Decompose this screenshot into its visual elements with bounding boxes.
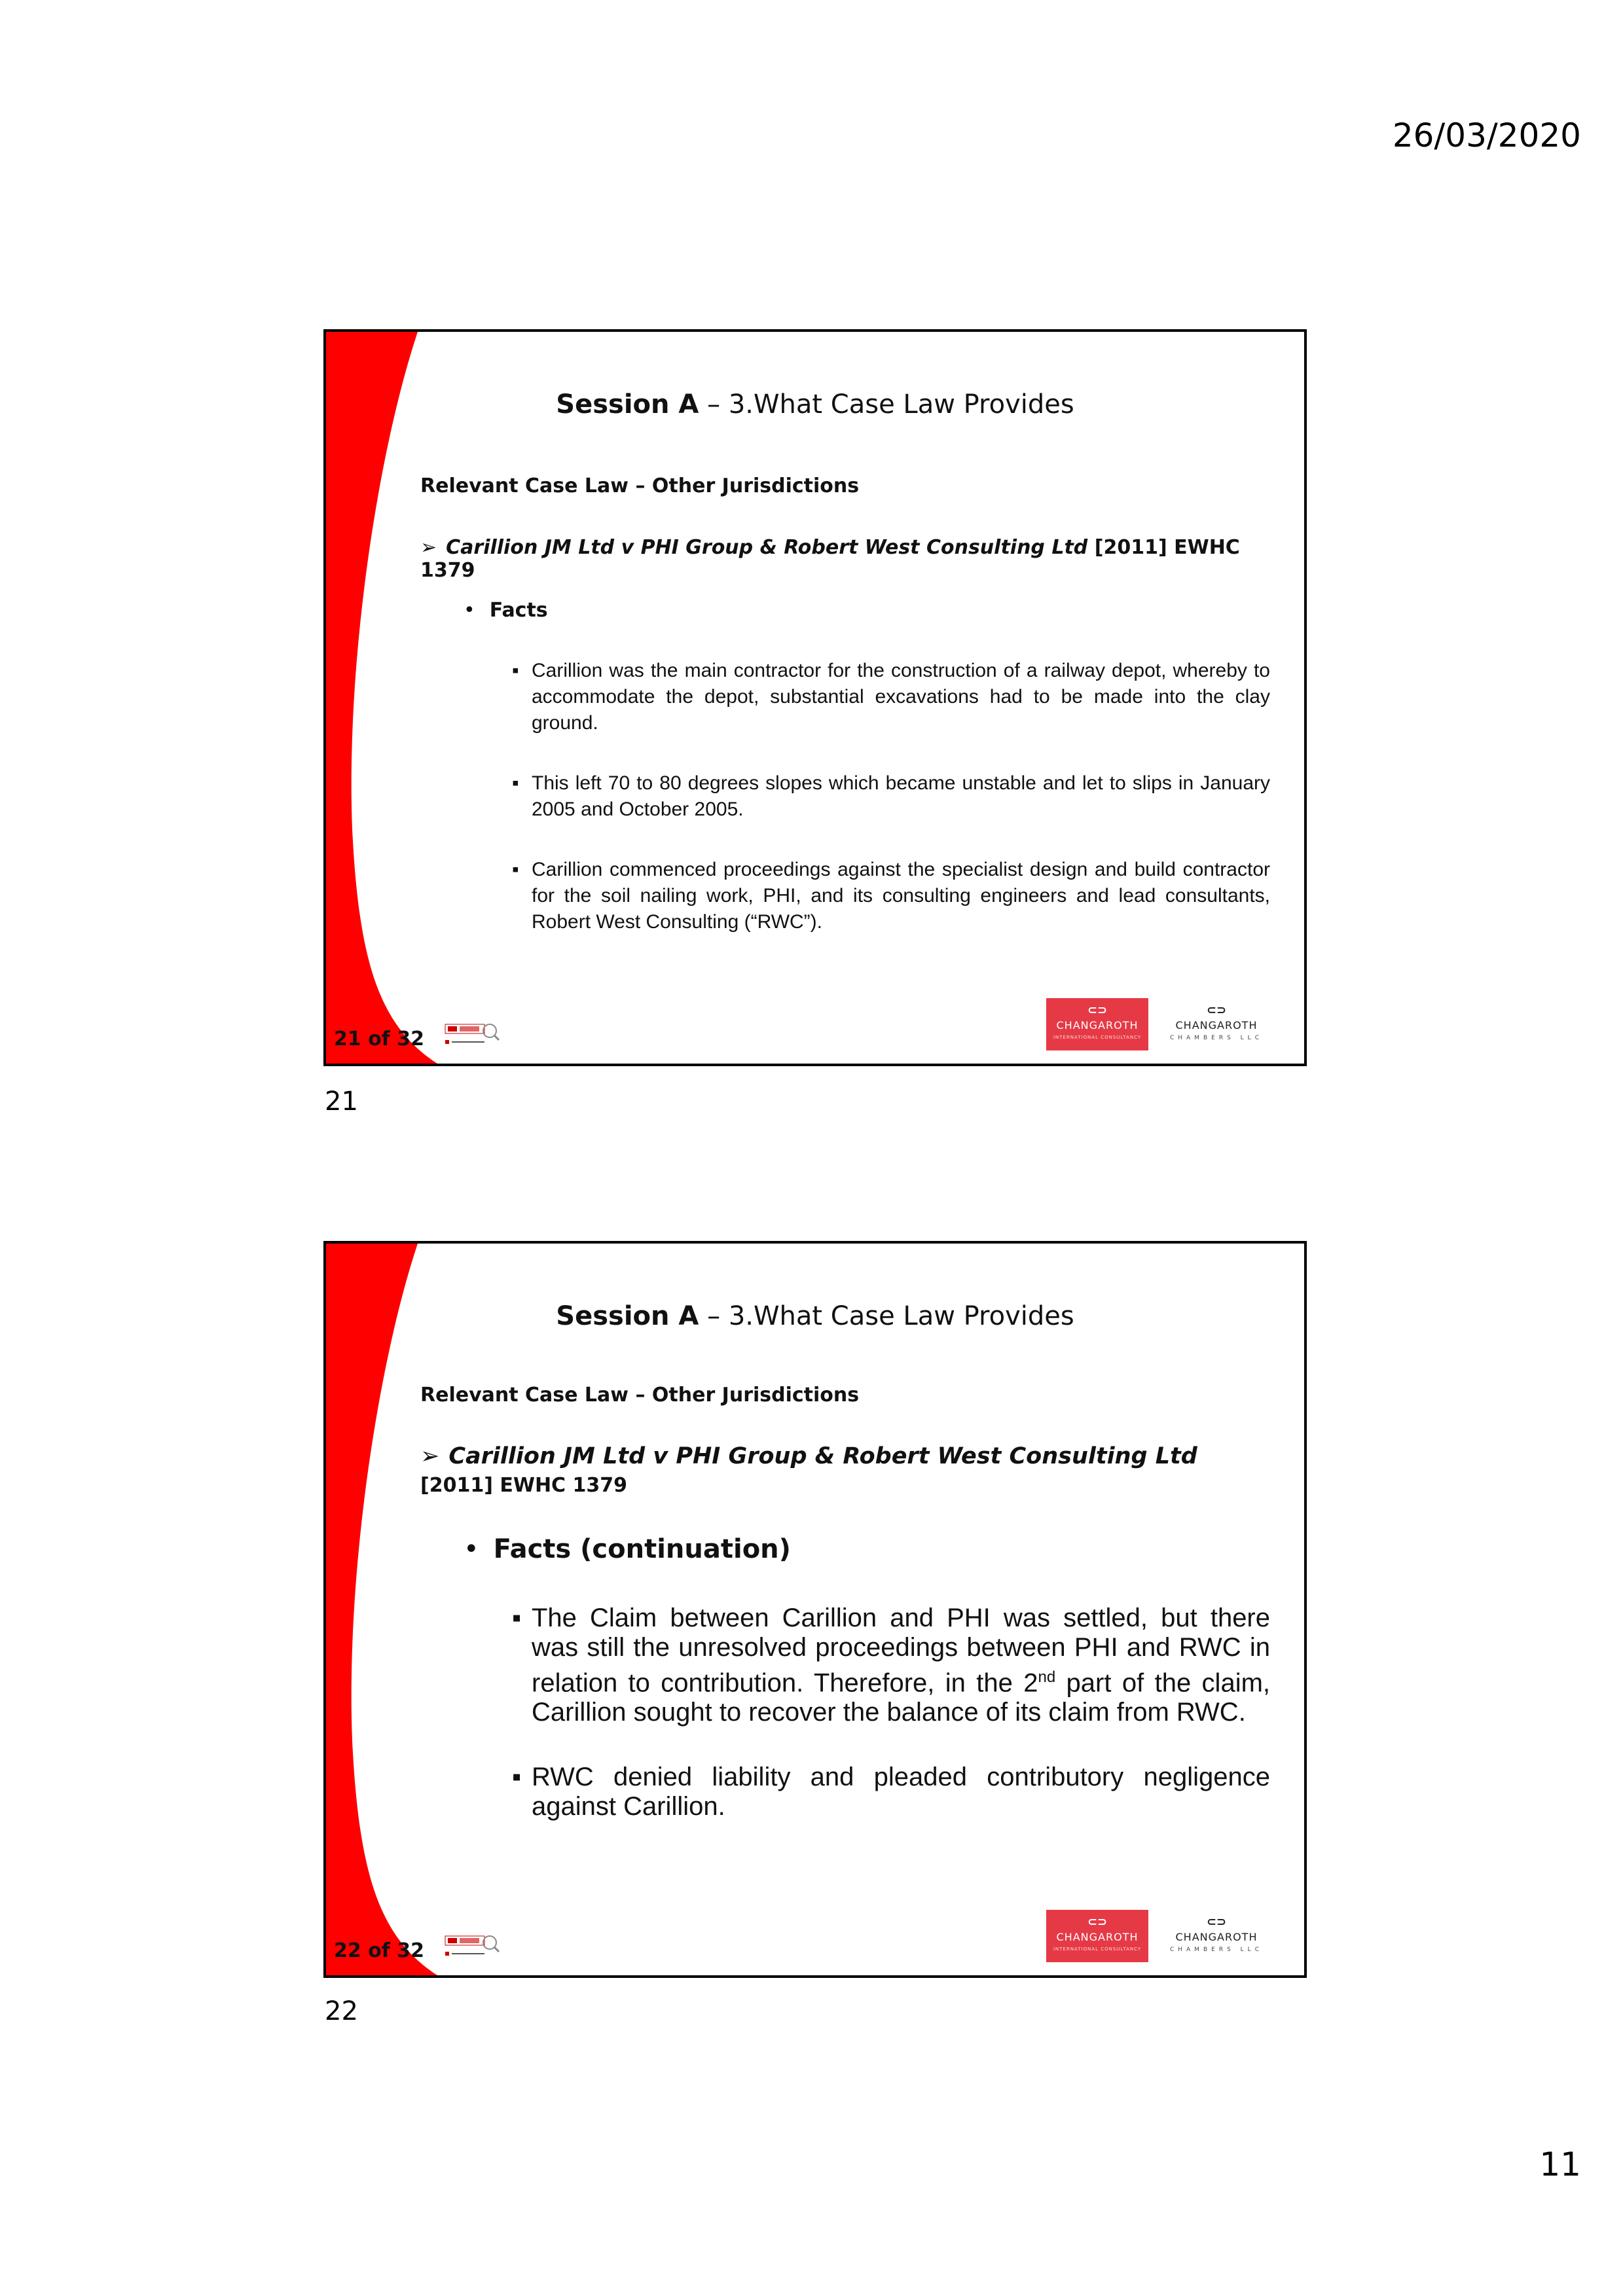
slide-title xyxy=(326,1301,1304,1331)
slide-title-rest: – 3.What Case Law Provides xyxy=(699,389,1074,420)
list-item: ▪ Carillion was the main contractor for the construction of a railway depot, whereby to accommodate the depot, substantial excavations had to be made into the clay ground. xyxy=(512,658,1270,736)
logo-subtitle: INTERNATIONAL CONSULTANCY xyxy=(1053,1946,1142,1952)
section-heading: Relevant Case Law – Other Jurisdictions xyxy=(420,1384,860,1407)
case-reference xyxy=(420,536,1271,582)
list-item-superscript: nd xyxy=(1038,1668,1056,1686)
changaroth-consultancy-logo xyxy=(1046,1910,1148,1962)
changaroth-mark-icon: ⊂⊃ xyxy=(1206,1003,1227,1017)
logo-subtitle: CHAMBERS LLC xyxy=(1170,1946,1263,1953)
case-reference xyxy=(420,1441,1271,1471)
changaroth-consultancy-logo xyxy=(1046,998,1148,1050)
logo-name: CHANGAROTH xyxy=(1175,1931,1258,1943)
slide-counter: 21 of 32 xyxy=(334,1028,425,1050)
small-logo xyxy=(444,1020,500,1049)
case-citation: [2011] EWHC 1379 xyxy=(420,536,1240,582)
facts-heading xyxy=(464,599,548,622)
facts-list xyxy=(512,1604,1270,1821)
arrow-bullet-icon: ➢ xyxy=(420,536,437,559)
facts-heading xyxy=(464,1534,791,1564)
case-name: Carillion JM Ltd v PHI Group & Robert West Consulting Ltd xyxy=(446,536,1088,559)
slide-title-bold: Session A xyxy=(556,1301,699,1331)
list-item: ▪ This left 70 to 80 degrees slopes which became unstable and let to slips in January 2005 and October 2005. xyxy=(512,770,1270,823)
slide-counter: 22 of 32 xyxy=(334,1939,425,1962)
changaroth-mark-icon: ⊂⊃ xyxy=(1087,1915,1108,1929)
arrow-bullet-icon: ➢ xyxy=(420,1443,440,1469)
slide-title-bold: Session A xyxy=(556,389,699,420)
facts-list xyxy=(512,658,1270,935)
logo-subtitle: CHAMBERS LLC xyxy=(1170,1035,1263,1041)
changaroth-chambers-logo xyxy=(1165,1910,1267,1962)
section-heading: Relevant Case Law – Other Jurisdictions xyxy=(420,475,860,497)
facts-label: Facts xyxy=(489,599,548,622)
small-logo xyxy=(444,1932,500,1961)
dot-bullet-icon: • xyxy=(464,1534,479,1564)
slide-number-label: 21 xyxy=(325,1086,358,1117)
logo-name: CHANGAROTH xyxy=(1056,1019,1139,1031)
list-item-text: The Claim between Carillion and PHI was settled, but there was still the unresolved proceedings between PHI and RWC in relation to contribution. Therefore, in the 2 xyxy=(532,1604,1270,1698)
case-citation-line xyxy=(420,1474,1271,1497)
list-item: ▪ Carillion commenced proceedings against the specialist design and build contractor for the soil nailing work, PHI, and its consulting engineers and lead consultants, Robert West Consulting (“RWC”). xyxy=(512,857,1270,935)
page-date: 26/03/2020 xyxy=(1392,117,1581,154)
changaroth-chambers-logo xyxy=(1165,998,1267,1050)
list-item xyxy=(512,1604,1270,1727)
slide-21 xyxy=(323,329,1307,1066)
case-citation: [2011] EWHC 1379 xyxy=(420,1474,628,1497)
case-name: Carillion JM Ltd v PHI Group & Robert West Consulting Ltd xyxy=(448,1443,1197,1469)
slide-title-rest: – 3.What Case Law Provides xyxy=(699,1301,1074,1331)
logo-name: CHANGAROTH xyxy=(1056,1931,1139,1943)
page-number: 11 xyxy=(1539,2145,1581,2183)
logo-subtitle: INTERNATIONAL CONSULTANCY xyxy=(1053,1035,1142,1040)
logo-name: CHANGAROTH xyxy=(1175,1019,1258,1031)
changaroth-mark-icon: ⊂⊃ xyxy=(1206,1915,1227,1929)
slide-number-label: 22 xyxy=(325,1996,358,2026)
list-item-text-cont: part of the claim, Carillion sought to recover the balance of its claim from RWC. xyxy=(532,1668,1271,1727)
changaroth-mark-icon: ⊂⊃ xyxy=(1087,1003,1108,1017)
dot-bullet-icon: • xyxy=(464,599,475,622)
list-item: ▪ RWC denied liability and pleaded contributory negligence against Carillion. xyxy=(512,1763,1270,1821)
slide-22 xyxy=(323,1241,1307,1978)
facts-label: Facts (continuation) xyxy=(493,1534,791,1564)
slide-title xyxy=(326,389,1304,420)
